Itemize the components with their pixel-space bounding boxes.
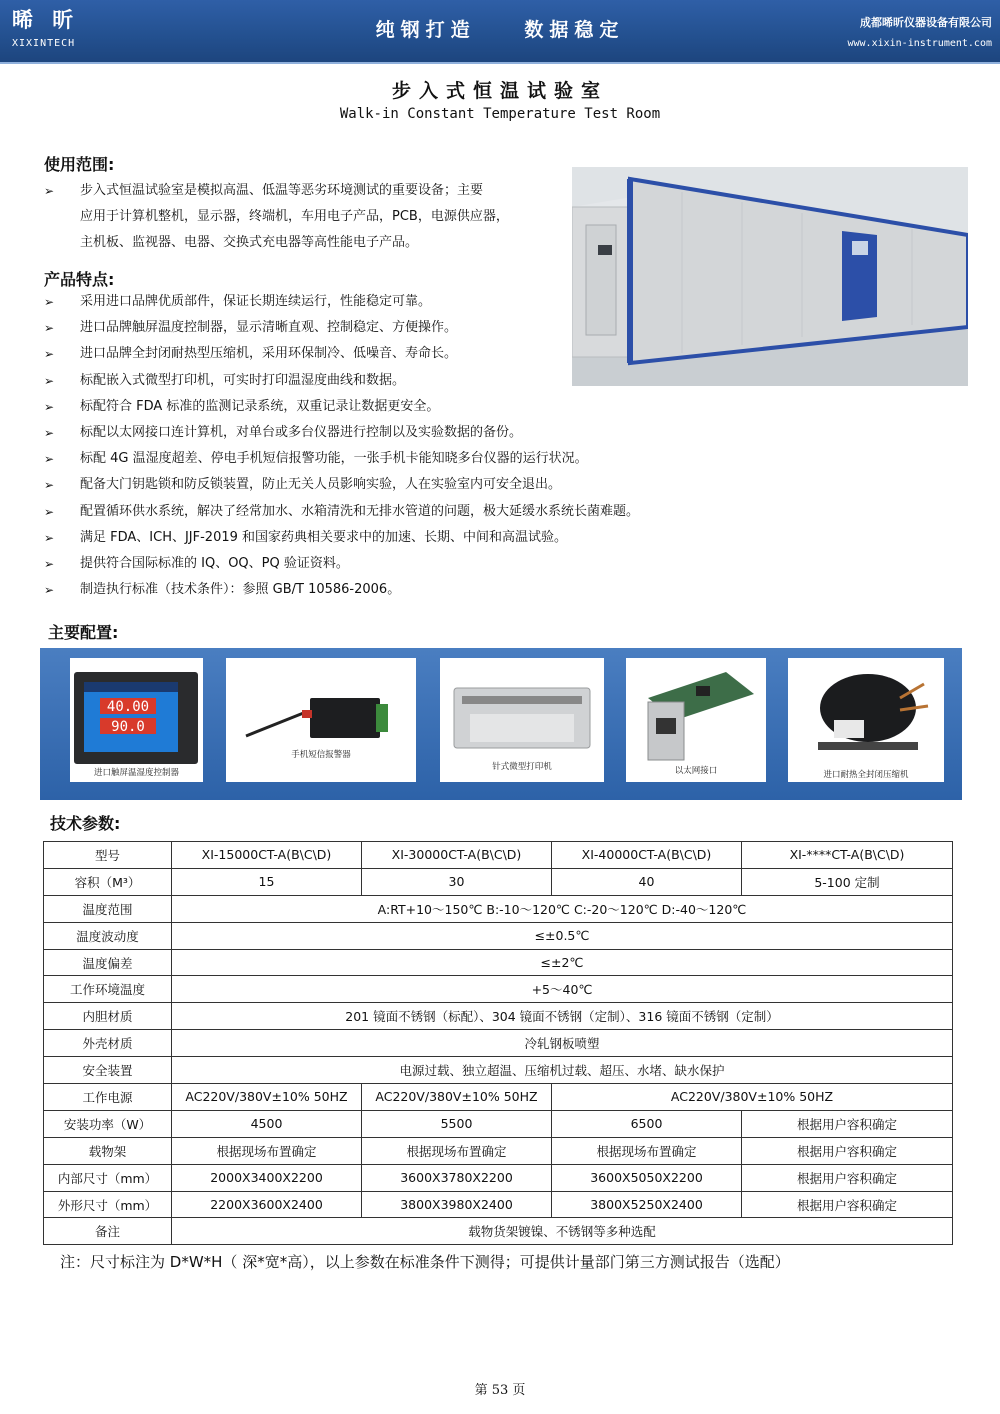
table-row <box>44 949 953 976</box>
controller-screen-top: 40.00 <box>106 699 150 715</box>
arrow-bullet-icon: ➢ <box>44 373 55 388</box>
table-cell: 根据用户容积确定 <box>742 1191 953 1218</box>
config-item <box>70 658 203 782</box>
arrow-bullet-icon: ➢ <box>44 321 55 336</box>
list-item: ➢ 标配 4G 温湿度超差、停电手机短信报警功能，一张手机卡能知晓多台仪器的运行状况。 <box>44 446 974 472</box>
table-cell: AC220V/380V±10% 50HZ <box>362 1084 552 1111</box>
table-row <box>44 1137 953 1164</box>
table-cell: 载物货架镀镍、不锈钢等多种选配 <box>172 1218 953 1245</box>
controller-screen-bottom: 90.0 <box>111 719 145 735</box>
table-row <box>44 1057 953 1084</box>
table-cell: AC220V/380V±10% 50HZ <box>172 1084 362 1111</box>
row-label: 温度偏差 <box>44 949 172 976</box>
row-label: 温度范围 <box>44 895 172 922</box>
config-heading: 主要配置: <box>48 623 119 642</box>
arrow-bullet-icon: ➢ <box>44 478 55 493</box>
table-cell: XI-****CT-A(B\C\D) <box>742 842 953 869</box>
table-row <box>44 1030 953 1057</box>
arrow-bullet-icon: ➢ <box>44 184 55 198</box>
table-cell: ≤±2℃ <box>172 949 953 976</box>
table-cell: 15 <box>172 868 362 895</box>
row-label: 内部尺寸（mm） <box>44 1164 172 1191</box>
specs-heading: 技术参数: <box>50 814 121 833</box>
list-item: 应用于计算机整机，显示器，终端机，车用电子产品，PCB，电源供应器， <box>80 209 509 225</box>
brand-name-en: XIXINTECH <box>12 38 76 49</box>
list-item: ➢ 标配以太网接口连计算机，对单台或多台仪器进行控制以及实验数据的备份。 <box>44 420 974 446</box>
table-row <box>44 1191 953 1218</box>
arrow-bullet-icon: ➢ <box>44 426 55 441</box>
page-header <box>0 0 1000 62</box>
table-row <box>44 895 953 922</box>
config-item <box>440 658 604 782</box>
table-row <box>44 976 953 1003</box>
table-cell: 根据用户容积确定 <box>742 1164 953 1191</box>
list-item: ➢ 标配嵌入式微型打印机，可实时打印温湿度曲线和数据。 <box>44 368 974 394</box>
table-cell: 3600X5050X2200 <box>552 1164 742 1191</box>
arrow-bullet-icon: ➢ <box>44 557 55 572</box>
ethernet-card-icon <box>626 658 766 768</box>
table-row <box>44 842 953 869</box>
row-label: 型号 <box>44 842 172 869</box>
table-cell: A:RT+10～150℃ B:-10～120℃ C:-20～120℃ D:-40～120℃ <box>172 895 953 922</box>
compressor-icon <box>788 658 944 768</box>
table-cell: 30 <box>362 868 552 895</box>
table-cell: 根据现场布置确定 <box>552 1137 742 1164</box>
walk-in-room-illustration <box>572 167 968 386</box>
list-item: ➢ 配备大门钥匙锁和防反锁装置，防止无关人员影响实验，人在实验室内可安全退出。 <box>44 472 974 498</box>
website-link[interactable]: www.xixin-instrument.com <box>847 38 992 49</box>
config-item <box>788 658 944 782</box>
list-item: 主机板、监视器、电器、交换式充电器等高性能电子产品。 <box>80 235 419 251</box>
table-row <box>44 1218 953 1245</box>
arrow-bullet-icon: ➢ <box>44 583 55 598</box>
micro-printer-icon <box>440 658 604 768</box>
row-label: 温度波动度 <box>44 922 172 949</box>
touch-controller-icon <box>70 658 203 768</box>
brand-name: 晞 昕 <box>12 8 80 32</box>
list-item: ➢ 进口品牌触屏温度控制器，显示清晰直观、控制稳定、方便操作。 <box>44 315 974 341</box>
list-item: ➢ 配置循环供水系统，解决了经常加水、水箱清洗和无排水管道的问题，极大延缓水系统长菌难题。 <box>44 499 974 525</box>
spec-table <box>43 841 953 1245</box>
table-cell: 3800X3980X2400 <box>362 1191 552 1218</box>
row-label: 内胆材质 <box>44 1003 172 1030</box>
arrow-bullet-icon: ➢ <box>44 399 55 414</box>
list-item: ➢ 采用进口品牌优质部件，保证长期连续运行，性能稳定可靠。 <box>44 289 974 315</box>
table-cell: 4500 <box>172 1110 362 1137</box>
arrow-bullet-icon: ➢ <box>44 347 55 362</box>
footnote: 注：尺寸标注为 D*W*H（ 深*宽*高），以上参数在标准条件下测得；可提供计量部门第三方测试报告（选配） <box>60 1253 790 1271</box>
config-caption: 进口触屏温湿度控制器 <box>93 768 179 778</box>
row-label: 安装功率（W） <box>44 1110 172 1137</box>
row-label: 容积（M³） <box>44 868 172 895</box>
config-caption: 以太网接口 <box>674 766 718 776</box>
row-label: 备注 <box>44 1218 172 1245</box>
table-cell: 2200X3600X2400 <box>172 1191 362 1218</box>
row-label: 工作电源 <box>44 1084 172 1111</box>
table-cell: AC220V/380V±10% 50HZ <box>552 1084 953 1111</box>
table-cell: 2000X3400X2200 <box>172 1164 362 1191</box>
arrow-bullet-icon: ➢ <box>44 504 55 519</box>
table-row <box>44 922 953 949</box>
table-cell: XI-40000CT-A(B\C\D) <box>552 842 742 869</box>
arrow-bullet-icon: ➢ <box>44 452 55 467</box>
table-cell: 3800X5250X2400 <box>552 1191 742 1218</box>
table-cell: 6500 <box>552 1110 742 1137</box>
table-cell: 根据用户容积确定 <box>742 1110 953 1137</box>
header-divider <box>0 62 1000 64</box>
table-cell: XI-30000CT-A(B\C\D) <box>362 842 552 869</box>
config-caption: 针式微型打印机 <box>492 762 552 772</box>
config-caption: 进口耐热全封闭压缩机 <box>823 770 909 780</box>
table-cell: 冷轧钢板喷塑 <box>172 1030 953 1057</box>
page-number: 第 53 页 <box>474 1383 526 1398</box>
page-subtitle: Walk-in Constant Temperature Test Room <box>339 106 661 122</box>
arrow-bullet-icon: ➢ <box>44 530 55 545</box>
list-item: ➢ 制造执行标准（技术条件）：参照 GB/T 10586-2006。 <box>44 577 974 603</box>
table-cell: 根据用户容积确定 <box>742 1137 953 1164</box>
table-cell: 5-100 定制 <box>742 868 953 895</box>
table-cell: 电源过载、独立超温、压缩机过载、超压、水堵、缺水保护 <box>172 1057 953 1084</box>
row-label: 外壳材质 <box>44 1030 172 1057</box>
usage-heading: 使用范围: <box>44 155 115 174</box>
product-photo <box>572 167 968 386</box>
config-item <box>626 658 766 782</box>
table-cell: 3600X3780X2200 <box>362 1164 552 1191</box>
table-row <box>44 868 953 895</box>
table-cell: 40 <box>552 868 742 895</box>
arrow-bullet-icon: ➢ <box>44 295 55 309</box>
page-title: 步入式恒温试验室 <box>391 80 608 102</box>
table-cell: ≤±0.5℃ <box>172 922 953 949</box>
config-caption: 手机短信报警器 <box>291 750 351 760</box>
list-item: ➢ 满足 FDA、ICH、JJF-2019 和国家药典相关要求中的加速、长期、中间和高温试验。 <box>44 525 974 551</box>
list-item: ➢ 步入式恒温试验室是模拟高温、低温等恶劣环境测试的重要设备；主要 <box>44 178 560 204</box>
table-cell: 5500 <box>362 1110 552 1137</box>
config-item <box>226 658 416 782</box>
table-cell: 根据现场布置确定 <box>172 1137 362 1164</box>
table-cell: +5～40℃ <box>172 976 953 1003</box>
table-cell: XI-15000CT-A(B\C\D) <box>172 842 362 869</box>
row-label: 安全装置 <box>44 1057 172 1084</box>
row-label: 外形尺寸（mm） <box>44 1191 172 1218</box>
config-banner <box>40 648 962 800</box>
table-cell: 201 镜面不锈钢（标配）、304 镜面不锈钢（定制）、316 镜面不锈钢（定制） <box>172 1003 953 1030</box>
list-item: ➢ 进口品牌全封闭耐热型压缩机，采用环保制冷、低噪音、寿命长。 <box>44 341 974 367</box>
row-label: 载物架 <box>44 1137 172 1164</box>
table-row <box>44 1003 953 1030</box>
table-row <box>44 1164 953 1191</box>
list-item: ➢ 提供符合国际标准的 IQ、OQ、PQ 验证资料。 <box>44 551 974 577</box>
slogan-1: 纯钢打造 <box>375 19 476 41</box>
row-label: 工作环境温度 <box>44 976 172 1003</box>
list-item: ➢ 标配符合 FDA 标准的监测记录系统，双重记录让数据更安全。 <box>44 394 974 420</box>
features-heading: 产品特点: <box>44 270 115 289</box>
company-name: 成都晞昕仪器设备有限公司 <box>860 16 992 29</box>
table-cell: 根据现场布置确定 <box>362 1137 552 1164</box>
table-row <box>44 1084 953 1111</box>
table-row <box>44 1110 953 1137</box>
slogan-2: 数据稳定 <box>524 19 625 41</box>
